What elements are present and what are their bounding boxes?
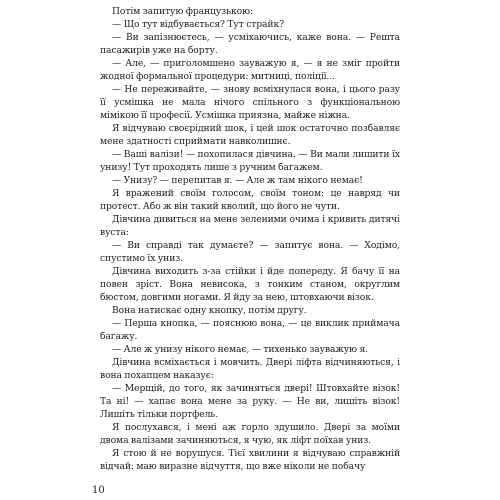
paragraph: Я стою й не ворушуся. Тієї хвилини я відчуваю справжній відчай: маю виразне відчуття, що вже ніколи не побачу — [100, 448, 400, 472]
paragraph: Вона натискає одну кнопку, потім другу. — [112, 305, 307, 316]
paragraph: — Перша кнопка, — пояснюю вона, — це виклик приймача багажу. — [100, 318, 400, 342]
paragraph: — Але ж унизу нікого немає, — тихенько зауважую я. — [112, 344, 368, 355]
paragraph: Дівчина всміхається і мовчить. Двері ліфта відчиняються, і вона похапцем наказує: — [100, 357, 400, 381]
paragraph: Я вражений своїм голосом, своїм тоном: це навряд чи протест. Або ж він такий кволий, що його не чути. — [100, 188, 400, 212]
paragraph: — Ваші валізи! — похопилася дівчина. — Ви мали лишити їх унизу! Тут проходять лише з ручним багажем. — [100, 149, 400, 173]
paragraph: — Але, — приголомшено зауважую я, — я не зміг пройти жодної формальної процедури: митниці, поліції... — [100, 58, 400, 82]
paragraph: — Ви запізнюєтесь, — усміхаючись, каже вона. — Решта пасажирів уже на борту. — [100, 32, 400, 56]
paragraph: — Що тут відбувається? Тут страйк? — [112, 19, 284, 30]
paragraph: — Ви справді так думаєте? — запитує вона. — Ходімо, спустимо їх униз. — [100, 240, 400, 264]
paragraph: — Мерщій, до того, як зачиняться двері! Штовхайте візок! Та ні! — хапає вона мене за руку. — Не ви, лишіть візок! Лишіть тільки портфель. — [100, 383, 400, 420]
paragraph: Потім запитую французькою: — [112, 6, 253, 17]
text-column — [100, 5, 400, 473]
paragraph: Дівчина дивиться на мене зеленими очима і кривить дитячі вуста: — [100, 214, 400, 238]
paragraph: Дівчина виходить з-за стійки і йде попереду. Я бачу її на повен зріст. Вона невисока, з тонким станом, округлим бюстом, довгими ногами. Я йду за нею, штовхаючи візок. — [100, 266, 400, 303]
paragraph: — Не переживайте, — знову всміхнулася вона, і цього разу її усмішка не мала нічого спільного з функціональною мімікою її професії. Усмішка приязна, майже ніжна. — [100, 84, 400, 121]
page-number: 10 — [92, 485, 105, 496]
paragraph: Я послухався, і мені аж горло здушило. Двері за моїми двома валізами зачиняються, я чую, як ліфт поїхав униз. — [100, 422, 400, 446]
paragraph: Я відчуваю своєрідний шок, і цей шок остаточно позбавляє мене здатності сприймати навколишнє. — [100, 123, 400, 147]
paragraph: — Унизу? — перепитав я. — Але ж там нікого немає! — [112, 175, 363, 186]
